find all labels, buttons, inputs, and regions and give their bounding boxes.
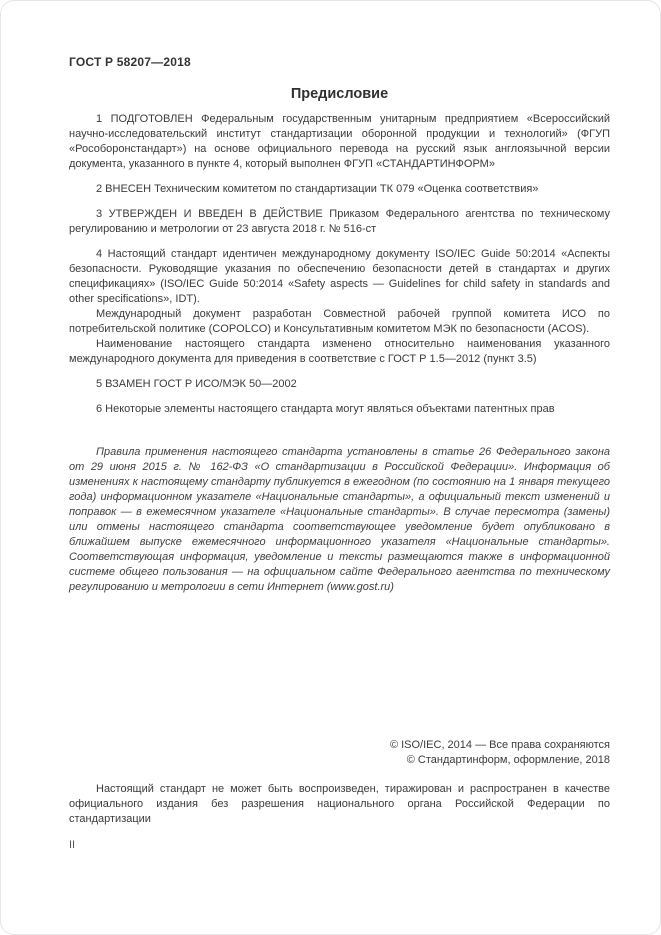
copyright-publisher-line: © Стандартинформ, оформление, 2018 — [406, 754, 610, 766]
section-title-foreword: Предисловие — [290, 86, 389, 102]
copyright-iso-line: © ISO/IEC, 2014 — Все права сохраняются — [389, 739, 610, 751]
foreword-clause-2-submitted: 2 ВНЕСЕН Техническим комитетом по стандартизации ТК 079 «Оценка соответствия» — [96, 183, 539, 195]
application-rules-note: Правила применения настоящего стандарта установлены в статье 26 Федерального закона от 29 июня 2015 г. № 162-ФЗ «О стандартизации в Российской Федерации». Информация об изменениях к настоящему стандарту публикуется в ежегодном (по состоянию на 1 января текущего года) информационном указателе «Национальные стандарты», а официальный текст изменений и поправок — в ежемесячном указателе «Национальные стандарты». В случае пересмотра (замены) или отмены настоящего стандарта соответствующее уведомление будет опубликовано в ближайшем выпуске ежемесячного информационного указателя «Национальные стандарты». Соответствующая информация, уведомление и тексты размещаются также в информационной системе общего пользования — на официальном сайте Федерального агентства по техническому регулированию и метрологии в сети Интернет (www.gost.ru) — [69, 446, 610, 593]
foreword-clause-3-approved: 3 УТВЕРЖДЕН И ВВЕДЕН В ДЕЙСТВИЕ Приказом Федерального агентства по техническому регулированию и метрологии от 23 августа 2018 г. № 516-ст — [69, 208, 610, 235]
copyright-block — [69, 738, 610, 768]
reproduction-notice: Настоящий стандарт не может быть воспроизведен, тиражирован и распространен в качестве официального издания без разрешения национального органа Российской Федерации по стандартизации — [69, 783, 610, 825]
page-content — [1, 1, 660, 853]
foreword-clause-1-prepared: 1 ПОДГОТОВЛЕН Федеральным государственным унитарным предприятием «Всероссийский научно-исследовательский институт стандартизации оборонной продукции и технологий» (ФГУП «Рособоронстандарт») на основе официального перевода на русский язык англоязычной версии документа, указанного в пункте 4, который выполнен ФГУП «СТАНДАРТИНФОРМ» — [69, 113, 610, 170]
foreword-clause-4-identical: 4 Настоящий стандарт идентичен международному документу ISO/IEC Guide 50:2014 «Аспекты безопасности. Руководящие указания по обеспечению безопасности детей в стандартах и других спецификациях» (ISO/IEC Guide 50:2014 «Safety aspects — Guidelines for child safety in standards and other specifications», IDT). — [69, 248, 610, 305]
foreword-clause-4-development-note: Международный документ разработан Совместной рабочей группой комитета ИСО по потребительской политике (COPOLCO) и Консультативным комитетом МЭК по безопасности (ACOS). — [69, 308, 610, 335]
standard-designation: ГОСТ Р 58207—2018 — [69, 55, 191, 69]
foreword-clause-4-renaming-note: Наименование настоящего стандарта изменено относительно наименования указанного международного документа для приведения в соответствие с ГОСТ Р 1.5—2012 (пункт 3.5) — [69, 338, 610, 365]
foreword-clause-6-patents: 6 Некоторые элементы настоящего стандарта могут являться объектами патентных прав — [96, 403, 555, 415]
foreword-clause-5-replaces: 5 ВЗАМЕН ГОСТ Р ИСО/МЭК 50—2002 — [96, 378, 297, 390]
page-number: II — [69, 839, 76, 851]
